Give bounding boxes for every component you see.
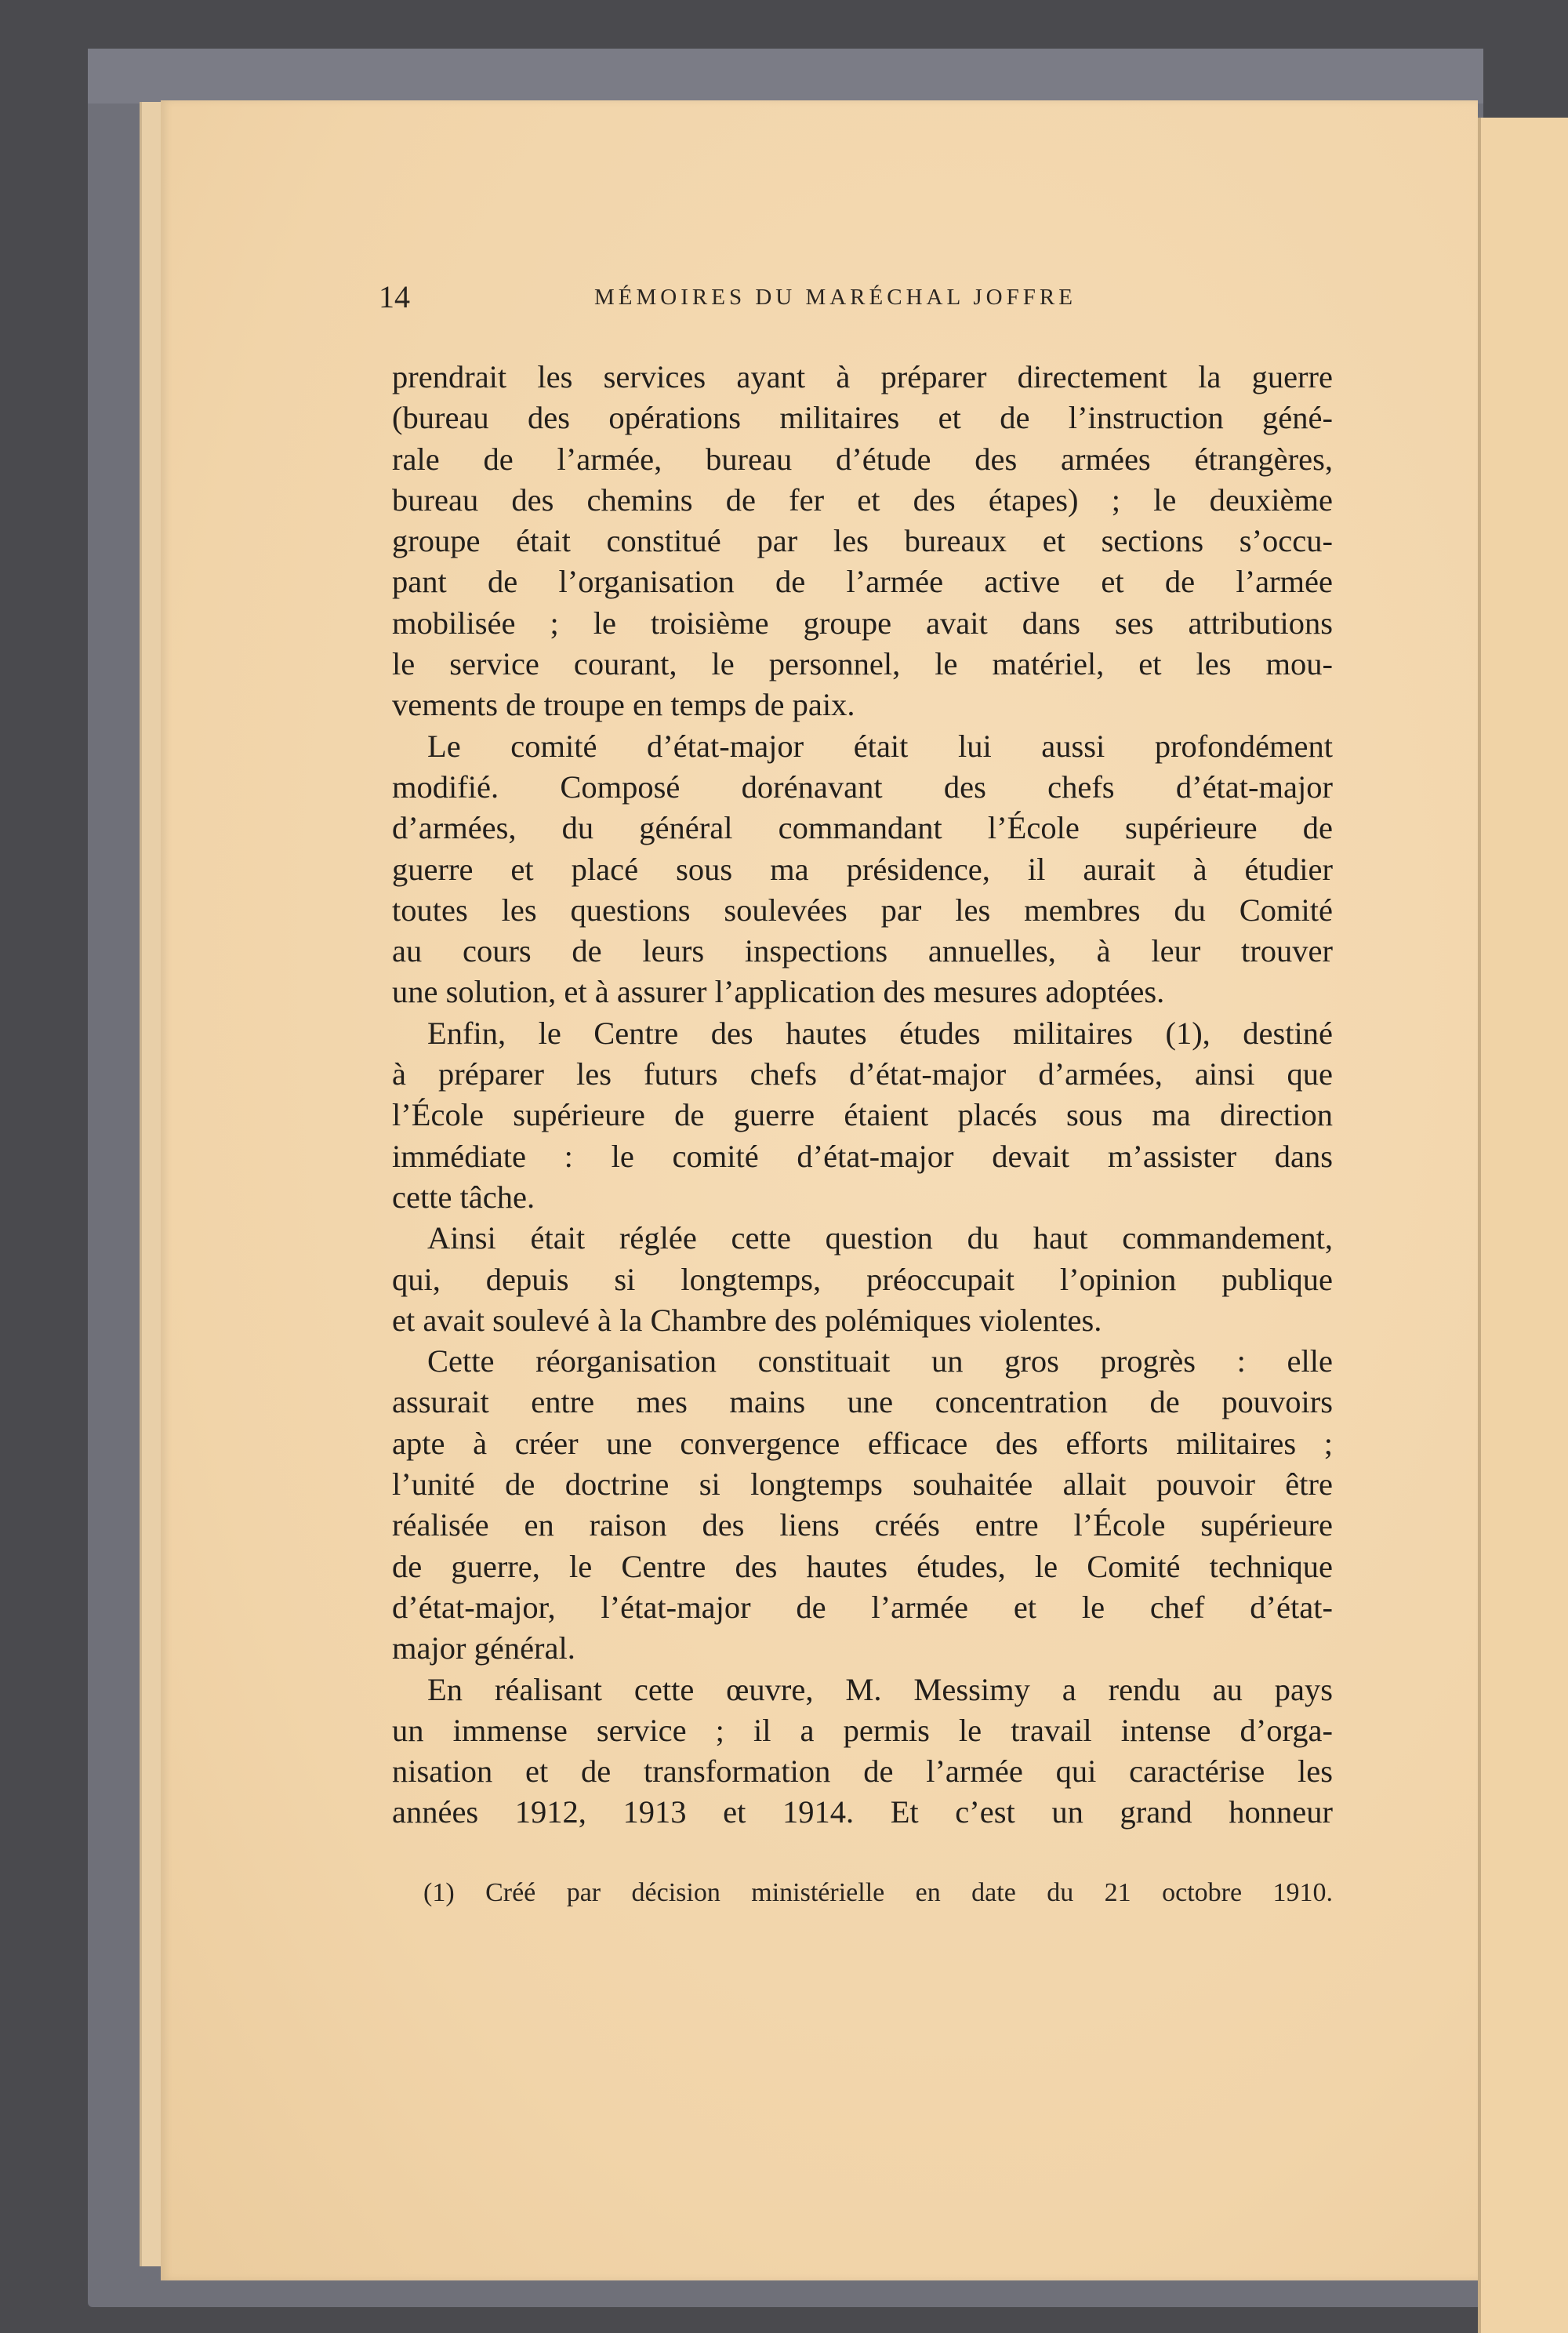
- text-line: apte à créer une convergence efficace des efforts militaires ;: [392, 1425, 1333, 1461]
- text-line: immédiate : le comité d’état-major devait m’assister dans: [392, 1138, 1333, 1174]
- page-header: [379, 278, 1335, 325]
- paragraph: [392, 1670, 1333, 1833]
- text-line: mobilisée ; le troisième groupe avait dans ses attributions: [392, 605, 1333, 641]
- text-line: cette tâche.: [392, 1179, 535, 1215]
- paragraph: [392, 1218, 1333, 1341]
- text-line: prendrait les services ayant à préparer directement la guerre: [392, 359, 1333, 394]
- facing-page-edge: [1478, 118, 1568, 2333]
- text-line: à préparer les futurs chefs d’état-major d’armées, ainsi que: [392, 1056, 1333, 1092]
- text-line: Cette réorganisation constituait un gros progrès : elle: [427, 1343, 1333, 1379]
- text-line: major général.: [392, 1630, 575, 1666]
- paragraph: [392, 1013, 1333, 1218]
- text-line: années 1912, 1913 et 1914. Et c’est un grand honneur: [392, 1794, 1333, 1830]
- text-line: d’état-major, l’état-major de l’armée et le chef d’état-: [392, 1589, 1333, 1625]
- text-line: guerre et placé sous ma présidence, il aurait à étudier: [392, 851, 1333, 887]
- running-title: MÉMOIRES DU MARÉCHAL JOFFRE: [594, 285, 1076, 310]
- text-line: Enfin, le Centre des hautes études militaires (1), destiné: [427, 1015, 1333, 1051]
- book-cover-top-edge: [88, 49, 1483, 104]
- text-line: assurait entre mes mains une concentration de pouvoirs: [392, 1384, 1333, 1420]
- paragraph: [392, 357, 1333, 726]
- text-line: vements de troupe en temps de paix.: [392, 687, 855, 723]
- text-line: l’École supérieure de guerre étaient placés sous ma direction: [392, 1097, 1333, 1133]
- text-line: pant de l’organisation de l’armée active et de l’armée: [392, 564, 1333, 600]
- text-line: et avait soulevé à la Chambre des polémiques violentes.: [392, 1302, 1102, 1338]
- text-line: de guerre, le Centre des hautes études, le Comité technique: [392, 1548, 1333, 1584]
- paragraph: [392, 726, 1333, 1013]
- body-text: [392, 357, 1333, 1833]
- text-line: modifié. Composé dorénavant des chefs d’état-major: [392, 769, 1333, 805]
- paragraph: [392, 1341, 1333, 1669]
- text-line: bureau des chemins de fer et des étapes) ; le deuxième: [392, 481, 1333, 518]
- text-line: groupe était constitué par les bureaux et sections s’occu-: [392, 523, 1333, 559]
- footnote: (1) Créé par décision ministérielle en date du 21 octobre 1910.: [423, 1878, 1333, 1907]
- text-line: le service courant, le personnel, le matériel, et les mou-: [392, 646, 1333, 682]
- text-line: nisation et de transformation de l’armée qui caractérise les: [392, 1753, 1333, 1790]
- text-line: au cours de leurs inspections annuelles, à leur trouver: [392, 933, 1333, 969]
- text-line: Ainsi était réglée cette question du haut commandement,: [427, 1220, 1333, 1256]
- page-number: 14: [379, 279, 410, 314]
- text-line: rale de l’armée, bureau d’étude des armées étrangères,: [392, 441, 1333, 477]
- text-line: (bureau des opérations militaires et de l’instruction géné-: [392, 400, 1333, 436]
- text-line: En réalisant cette œuvre, M. Messimy a rendu au pays: [427, 1671, 1333, 1707]
- text-line: qui, depuis si longtemps, préoccupait l’opinion publique: [392, 1261, 1333, 1297]
- text-line: toutes les questions soulevées par les membres du Comité: [392, 892, 1333, 928]
- text-line: un immense service ; il a permis le travail intense d’orga-: [392, 1712, 1333, 1748]
- text-line: l’unité de doctrine si longtemps souhaitée allait pouvoir être: [392, 1466, 1333, 1503]
- text-line: Le comité d’état-major était lui aussi profondément: [427, 728, 1333, 764]
- text-line: réalisée en raison des liens créés entre l’École supérieure: [392, 1507, 1333, 1543]
- text-line: une solution, et à assurer l’application des mesures adoptées.: [392, 974, 1165, 1010]
- text-line: d’armées, du général commandant l’École supérieure de: [392, 810, 1333, 846]
